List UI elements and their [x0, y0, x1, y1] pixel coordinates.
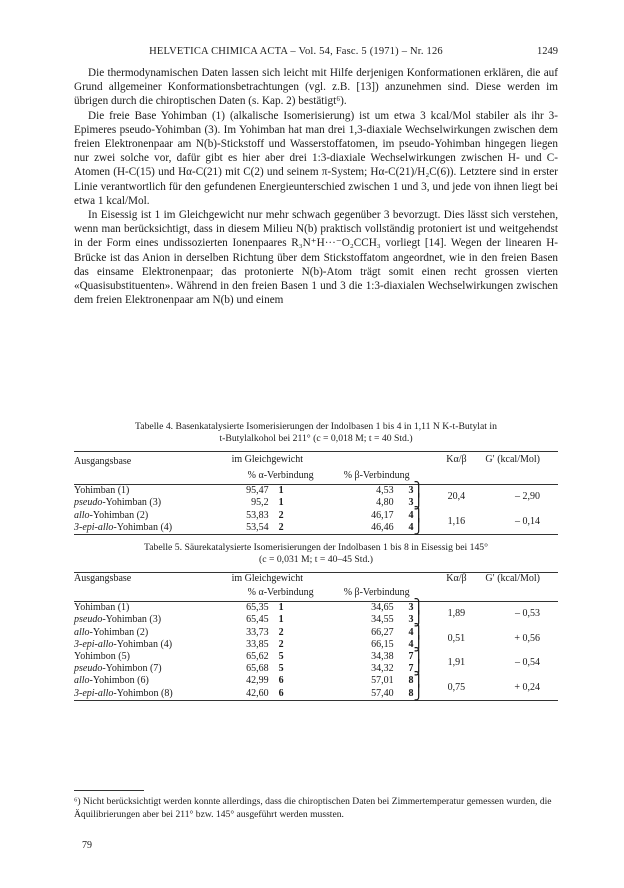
beta-compound-number: 4 — [408, 626, 414, 638]
brace: ⎭ — [413, 685, 425, 701]
beta-compound-number: 4 — [408, 638, 414, 650]
compound-name: 3-epi-allo-Yohimban (4) — [74, 521, 173, 533]
beta-percent: 46,46 — [371, 521, 394, 533]
free-energy: – 0,14 — [515, 515, 540, 527]
beta-percent: 34,55 — [371, 614, 394, 626]
alpha-compound-number: 1 — [278, 485, 284, 497]
alpha-compound-number: 2 — [278, 626, 284, 638]
beta-compound-number: 3 — [408, 497, 414, 509]
brace: ⎭ — [413, 661, 425, 677]
alpha-percent: 65,62 — [246, 651, 269, 663]
compound-name: 3-epi-allo-Yohimbon (8) — [74, 687, 173, 699]
table-subheader-row — [74, 468, 558, 485]
alpha-compound-number: 2 — [278, 638, 284, 650]
free-energy: – 0,53 — [515, 608, 540, 620]
compound-name: pseudo-Yohimban (3) — [74, 614, 162, 626]
table-row — [74, 602, 558, 615]
caption-line: Tabelle 5. Säurekatalysierte Isomerisierungen der Indolbasen 1 bis 8 in Eisessig bei 145° — [143, 542, 489, 553]
alpha-compound-number: 5 — [278, 663, 284, 675]
beta-compound-number: 3 — [408, 602, 414, 614]
equilibrium-constant: 20,4 — [447, 491, 466, 503]
equilibrium-constant: 1,16 — [447, 515, 466, 527]
footnote-rule — [74, 790, 144, 791]
brace: ⎫ — [413, 600, 425, 616]
brace: ⎫ — [413, 507, 425, 523]
beta-compound-number: 8 — [408, 687, 414, 699]
compound-name: pseudo-Yohimban (3) — [74, 497, 162, 509]
beta-percent: 34,65 — [371, 602, 394, 614]
alpha-compound-number: 2 — [278, 509, 284, 521]
paragraph: Die thermodynamischen Daten lassen sich leicht mit Hilfe derjenigen Konformationen erklären, die auf Grund allgemeiner Konformationsbetrachtungen (vgl. z.B. [13]) anzunehmen sind. Diese werden im übrigen durch die chiroptischen Daten (s. Kap. 2) bestätigt⁶). — [74, 67, 558, 108]
table-header-row — [74, 452, 558, 469]
equilibrium-constant: 1,91 — [447, 657, 466, 669]
compound-name: pseudo-Yohimbon (7) — [74, 663, 162, 675]
page-number: 1249 — [537, 46, 558, 57]
table-caption — [74, 421, 558, 445]
compound-name: allo-Yohimban (2) — [74, 509, 149, 521]
table-row — [74, 485, 558, 498]
beta-percent: 4,80 — [376, 497, 394, 509]
column-subheader: % β-Verbindung — [343, 470, 410, 482]
column-header: Ausgangsbase — [74, 456, 132, 467]
beta-percent: 57,01 — [371, 675, 394, 687]
beta-percent: 4,53 — [376, 485, 394, 497]
data-table — [74, 572, 558, 701]
beta-compound-number: 3 — [408, 614, 414, 626]
alpha-percent: 95,2 — [251, 497, 269, 509]
journal-title: HELVETICA CHIMICA ACTA – Vol. 54, Fasc. 5 (1971) – Nr. 126 — [149, 46, 443, 57]
beta-percent: 34,32 — [371, 663, 394, 675]
column-header: G′ (kcal/Mol) — [485, 573, 540, 584]
alpha-compound-number: 1 — [278, 614, 284, 626]
column-header: G′ (kcal/Mol) — [485, 454, 540, 465]
table-row — [74, 510, 558, 522]
beta-compound-number: 7 — [408, 651, 414, 663]
alpha-percent: 42,99 — [246, 675, 269, 687]
table-row — [74, 627, 558, 639]
column-header: im Gleichgewicht — [231, 454, 303, 465]
equilibrium-constant: 1,89 — [447, 608, 466, 620]
beta-percent: 57,40 — [371, 687, 394, 699]
beta-compound-number: 4 — [408, 509, 414, 521]
alpha-percent: 33,85 — [246, 638, 269, 650]
brace: ⎫ — [413, 673, 425, 689]
caption-line: t-Butylalkohol bei 211° (c = 0,018 M; t = 40 Std.) — [219, 433, 413, 444]
column-subheader: % α-Verbindung — [247, 470, 314, 482]
alpha-percent: 65,45 — [246, 614, 269, 626]
column-subheader: % β-Verbindung — [343, 587, 410, 599]
alpha-compound-number: 6 — [278, 675, 284, 687]
equilibrium-constant: 0,75 — [447, 681, 466, 693]
free-energy: – 2,90 — [515, 491, 540, 503]
compound-name: allo-Yohimban (2) — [74, 626, 149, 638]
alpha-compound-number: 1 — [278, 602, 284, 614]
beta-compound-number: 3 — [408, 485, 414, 497]
table-row — [74, 675, 558, 687]
column-header: im Gleichgewicht — [231, 573, 303, 584]
free-energy: + 0,56 — [514, 632, 540, 644]
column-subheader: % α-Verbindung — [247, 587, 314, 599]
alpha-compound-number: 1 — [278, 497, 284, 509]
brace: ⎭ — [413, 495, 425, 511]
alpha-percent: 53,83 — [246, 509, 269, 521]
alpha-compound-number: 5 — [278, 651, 284, 663]
compound-name: allo-Yohimbon (6) — [74, 675, 149, 687]
brace: ⎫ — [413, 624, 425, 640]
brace: ⎭ — [413, 519, 425, 535]
alpha-percent: 33,73 — [246, 626, 269, 638]
brace: ⎭ — [413, 636, 425, 652]
beta-percent: 66,27 — [371, 626, 394, 638]
caption-line: (c = 0,031 M; t = 40–45 Std.) — [259, 554, 373, 565]
body-text — [74, 66, 558, 307]
compound-name: Yohimban (1) — [74, 485, 130, 497]
alpha-compound-number: 2 — [278, 521, 284, 533]
brace: ⎫ — [413, 649, 425, 665]
column-header: Kα/β — [446, 573, 467, 584]
alpha-percent: 65,68 — [246, 663, 269, 675]
beta-percent: 66,15 — [371, 638, 394, 650]
alpha-percent: 65,35 — [246, 602, 269, 614]
beta-compound-number: 4 — [408, 521, 414, 533]
table-5 — [74, 542, 558, 701]
free-energy: – 0,54 — [515, 657, 540, 669]
beta-compound-number: 7 — [408, 663, 414, 675]
table-header-row — [74, 573, 558, 586]
footnote: ⁶) Nicht berücksichtigt werden konnte allerdings, dass die chiroptischen Daten bei Zimmertemperatur gemessen wurden, die Äquilibrierungen aber bei 211° bzw. 145° ausgeführt werden mussten. — [74, 796, 552, 820]
alpha-compound-number: 6 — [278, 687, 284, 699]
beta-percent: 34,38 — [371, 651, 394, 663]
column-header: Kα/β — [446, 454, 467, 465]
sheet-number: 79 — [82, 840, 92, 851]
column-header: Ausgangsbase — [74, 573, 132, 584]
compound-name: Yohimban (1) — [74, 602, 130, 614]
alpha-percent: 42,60 — [246, 687, 269, 699]
alpha-percent: 95,47 — [246, 485, 269, 497]
table-caption — [74, 542, 558, 566]
data-table — [74, 451, 558, 535]
equilibrium-constant: 0,51 — [447, 632, 466, 644]
brace: ⎫ — [413, 483, 425, 499]
paragraph: Die freie Base Yohimban (1) (alkalische Isomerisierung) ist um etwa 3 kcal/Mol stabiler als ihr 3-Epimeres pseudo-Yohimban (3). Im Yohimban hat man drei 1,3-diaxiale Wechselwirkungen zwischen dem freien Elektronenpaar am N(b)-Stickstoff und Wasserstoffatomen, im pseudo-Yohimban hingegen liegen nur zwei solche vor, dafür gibt es hier aber drei 1:3-diaxiale Wechselwirkungen zwischen H- und C-Atomen (H-C(15) und Hα-C(21) mit C(2) und seinem π-System; Hα-C(21)/H₂C(6)). Letztere sind in erster Linie verantwortlich für den gefundenen Energieunterschied zwischen 1 und 3, und jede von ihnen liegt bei etwa 1 kcal/Mol. — [74, 109, 558, 207]
beta-percent: 46,17 — [371, 509, 394, 521]
alpha-percent: 53,54 — [246, 521, 269, 533]
caption-line: Tabelle 4. Basenkatalysierte Isomerisierungen der Indolbasen 1 bis 4 in 1,11 N K-t-Butylat in — [135, 421, 497, 432]
compound-name: 3-epi-allo-Yohimban (4) — [74, 638, 173, 650]
paragraph: In Eisessig ist 1 im Gleichgewicht nur mehr schwach gegenüber 3 bevorzugt. Dies lässt sich verstehen, wenn man berücksichtigt, dass in diesem Milieu N(b) praktisch vollständig protoniert ist und weitgehendst in der Form eines undissozierten Ionenpaares R₃N⁺H···⁻O₂CCH₃ vorliegt [14]. Wegen der linearen H-Brücke ist das Anion in derselben Richtung über dem Stickstoffatom angeordnet, wie in den freien Basen das einsame Elektronenpaar; das protonierte N(b)-Atom trägt somit einen recht grossen vierten «Quasisubstituenten». Während in den freien Basen 1 und 3 die 1:3-diaxialen Wechselwirkungen zwischen dem freien Elektronenpaar am N(b) und einem — [74, 209, 558, 307]
free-energy: + 0,24 — [514, 681, 540, 693]
table-row — [74, 651, 558, 663]
beta-compound-number: 8 — [408, 675, 414, 687]
table-4 — [74, 421, 558, 535]
brace: ⎭ — [413, 612, 425, 628]
compound-name: Yohimbon (5) — [74, 651, 130, 663]
table-subheader-row — [74, 585, 558, 602]
